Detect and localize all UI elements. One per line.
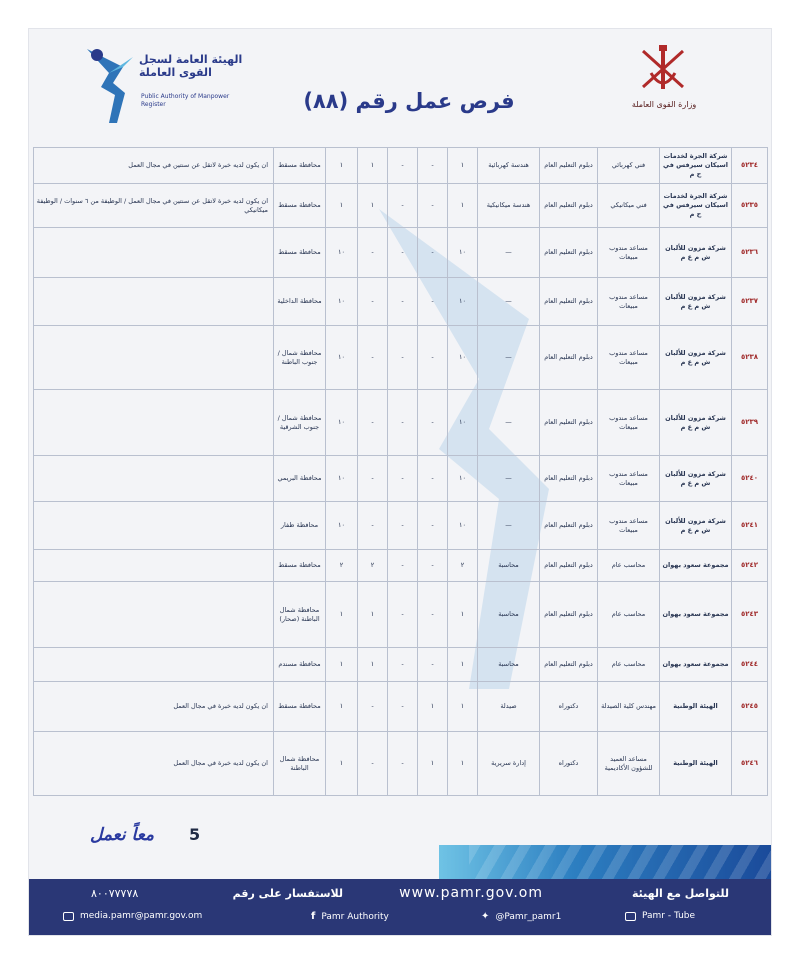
company-cell: مجموعة سعود بهوان (660, 582, 732, 648)
count-cell: ١٠ (448, 390, 478, 456)
youtube-contact[interactable] (625, 911, 695, 921)
notes-cell (34, 456, 274, 502)
specialty-cell: — (478, 228, 540, 278)
count-cell: - (388, 184, 418, 228)
count-cell: - (388, 582, 418, 648)
job-listing-page (28, 28, 772, 936)
total-cell: ١ (326, 682, 358, 732)
job-code-cell: ٥٢٤٢ (732, 550, 768, 582)
total-cell: ١ (326, 648, 358, 682)
decorative-stripe-pattern (469, 845, 772, 879)
qualification-cell: دبلوم التعليم العام (540, 648, 598, 682)
count-cell: - (388, 228, 418, 278)
location-cell: محافظة شمال الباطنة (274, 732, 326, 796)
location-cell: محافظة مسندم (274, 648, 326, 682)
company-cell: شركة مزون للألبان ش م ع م (660, 502, 732, 550)
facebook-contact[interactable] (311, 911, 389, 922)
qualification-cell: دبلوم التعليم العام (540, 278, 598, 326)
location-cell: محافظة مسقط (274, 682, 326, 732)
location-cell: محافظة شمال / جنوب الباطنة (274, 326, 326, 390)
count-cell: - (418, 550, 448, 582)
table-row (34, 682, 768, 732)
location-cell: محافظة شمال الباطنة (صحار) (274, 582, 326, 648)
job-code-cell: ٥٢٣٧ (732, 278, 768, 326)
header (29, 29, 772, 147)
location-cell: محافظة ظفار (274, 502, 326, 550)
specialty-cell: محاسبة (478, 550, 540, 582)
phone-number[interactable]: ٨٠٠٧٧٧٧٨ (91, 887, 139, 900)
job-code-cell: ٥٢٤٦ (732, 732, 768, 796)
specialty-cell: — (478, 502, 540, 550)
page-number: 5 (189, 825, 201, 844)
company-cell: الهيئة الوطنية (660, 732, 732, 796)
notes-cell (34, 648, 274, 682)
youtube-text: Pamr - Tube (642, 911, 696, 921)
count-cell: ١ (448, 184, 478, 228)
specialty-cell: — (478, 278, 540, 326)
count-cell: ١٠ (448, 326, 478, 390)
qualification-cell: دكتوراه (540, 732, 598, 796)
specialty-cell: إدارة سريرية (478, 732, 540, 796)
job-title-cell: مهندس كلية الصيدلة (598, 682, 660, 732)
company-cell: شركة مزون للألبان ش م ع م (660, 456, 732, 502)
count-cell: ١ (448, 582, 478, 648)
inquiry-label: للاستفسار على رقم (232, 887, 343, 900)
specialty-cell: صيدلة (478, 682, 540, 732)
qualification-cell: دبلوم التعليم العام (540, 582, 598, 648)
total-cell: ١٠ (326, 390, 358, 456)
count-cell: ١٠ (448, 278, 478, 326)
job-code-cell: ٥٢٤٣ (732, 582, 768, 648)
qualification-cell: دبلوم التعليم العام (540, 326, 598, 390)
location-cell: محافظة الداخلية (274, 278, 326, 326)
count-cell: - (358, 390, 388, 456)
count-cell: - (418, 582, 448, 648)
count-cell: - (418, 148, 448, 184)
job-title-cell: فني ميكانيكي (598, 184, 660, 228)
count-cell: - (388, 278, 418, 326)
job-code-cell: ٥٢٤١ (732, 502, 768, 550)
job-code-cell: ٥٢٤٤ (732, 648, 768, 682)
twitter-contact[interactable] (481, 911, 561, 922)
notes-cell (34, 228, 274, 278)
table-row (34, 148, 768, 184)
count-cell: ١ (448, 148, 478, 184)
location-cell: محافظة مسقط (274, 148, 326, 184)
count-cell: - (388, 456, 418, 502)
ministry-name: وزارة القوى العاملة (631, 100, 697, 109)
table-row (34, 278, 768, 326)
table-row (34, 390, 768, 456)
notes-cell: ان يكون لديه خبرة لاتقل عن سنتين في مجال العمل (34, 148, 274, 184)
count-cell: ١ (448, 682, 478, 732)
count-cell: ١ (358, 184, 388, 228)
location-cell: محافظة البريمي (274, 456, 326, 502)
specialty-cell: محاسبة (478, 582, 540, 648)
count-cell: - (418, 184, 448, 228)
count-cell: - (388, 550, 418, 582)
job-code-cell: ٥٢٣٩ (732, 390, 768, 456)
count-cell: - (388, 326, 418, 390)
total-cell: ١ (326, 148, 358, 184)
count-cell: ٢ (358, 550, 388, 582)
count-cell: - (388, 648, 418, 682)
job-title-cell: محاسب عام (598, 648, 660, 682)
specialty-cell: محاسبة (478, 648, 540, 682)
notes-cell (34, 582, 274, 648)
job-title-cell: مساعد مندوب مبيعات (598, 326, 660, 390)
count-cell: ١٠ (448, 502, 478, 550)
job-code-cell: ٥٢٣٨ (732, 326, 768, 390)
total-cell: ١٠ (326, 278, 358, 326)
count-cell: ١ (358, 148, 388, 184)
table-row (34, 326, 768, 390)
qualification-cell: دبلوم التعليم العام (540, 148, 598, 184)
twitter-text: @Pamr_pamr1 (495, 911, 562, 922)
count-cell: ١ (418, 732, 448, 796)
notes-cell (34, 550, 274, 582)
facebook-text: Pamr Authority (321, 911, 389, 922)
slogan-text: معاً نعمل (89, 825, 155, 845)
notes-cell: ان يكون لديه خبرة لاتقل عن سنتين في مجال العمل / الوظيفة من ٦ سنوات / الوظيفة ميكانيكي (34, 184, 274, 228)
email-icon (63, 912, 74, 921)
company-cell: شركة مزون للألبان ش م ع م (660, 326, 732, 390)
company-cell: شركة الجرة لخدمات اسيكان سيرفس في ح م (660, 148, 732, 184)
table-row (34, 456, 768, 502)
qualification-cell: دكتوراه (540, 682, 598, 732)
count-cell: - (358, 456, 388, 502)
company-cell: شركة مزون للألبان ش م ع م (660, 228, 732, 278)
job-title-cell: مساعد مندوب مبيعات (598, 456, 660, 502)
specialty-cell: — (478, 326, 540, 390)
count-cell: ١٠ (448, 228, 478, 278)
table-row (34, 502, 768, 550)
specialty-cell: — (478, 390, 540, 456)
count-cell: ١ (448, 648, 478, 682)
notes-cell (34, 326, 274, 390)
company-cell: شركة مزون للألبان ش م ع م (660, 278, 732, 326)
count-cell: - (418, 390, 448, 456)
notes-cell (34, 278, 274, 326)
authority-name-en: Public Authority of Manpower Register (141, 93, 230, 108)
location-cell: محافظة مسقط (274, 184, 326, 228)
total-cell: ١ (326, 582, 358, 648)
contact-label: للتواصل مع الهيئة (631, 887, 729, 900)
company-cell: شركة مزون للألبان ش م ع م (660, 390, 732, 456)
count-cell: - (388, 732, 418, 796)
website-link[interactable]: www.pamr.gov.om (399, 885, 543, 901)
authority-name-ar: الهيئة العامة لسجل القوى العاملة (139, 53, 243, 79)
notes-cell (34, 502, 274, 550)
count-cell: ٢ (448, 550, 478, 582)
qualification-cell: دبلوم التعليم العام (540, 390, 598, 456)
qualification-cell: دبلوم التعليم العام (540, 228, 598, 278)
count-cell: - (358, 732, 388, 796)
specialty-cell: هندسة كهربائية (478, 148, 540, 184)
count-cell: - (358, 502, 388, 550)
table-row (34, 228, 768, 278)
count-cell: - (388, 502, 418, 550)
count-cell: - (358, 326, 388, 390)
count-cell: - (388, 390, 418, 456)
job-title-cell: محاسب عام (598, 582, 660, 648)
notes-cell: ان يكون لديه خبرة في مجال العمل (34, 732, 274, 796)
total-cell: ١ (326, 184, 358, 228)
job-title-cell: مساعد العميد للشؤون الأكاديمية (598, 732, 660, 796)
total-cell: ٢ (326, 550, 358, 582)
job-code-cell: ٥٢٤٠ (732, 456, 768, 502)
footer-bar (29, 879, 772, 936)
table-row (34, 184, 768, 228)
specialty-cell: — (478, 456, 540, 502)
job-code-cell: ٥٢٣٤ (732, 148, 768, 184)
qualification-cell: دبلوم التعليم العام (540, 456, 598, 502)
count-cell: - (358, 278, 388, 326)
total-cell: ١ (326, 732, 358, 796)
table-row (34, 648, 768, 682)
table-row (34, 550, 768, 582)
facebook-icon: f (311, 911, 316, 922)
count-cell: ١ (358, 582, 388, 648)
job-title-cell: مساعد مندوب مبيعات (598, 502, 660, 550)
job-code-cell: ٥٢٣٦ (732, 228, 768, 278)
ministry-logo (609, 43, 719, 137)
email-text: media.pamr@pamr.gov.om (80, 911, 203, 921)
total-cell: ١٠ (326, 326, 358, 390)
company-cell: مجموعة سعود بهوان (660, 550, 732, 582)
count-cell: - (418, 456, 448, 502)
job-title-cell: مساعد مندوب مبيعات (598, 228, 660, 278)
count-cell: - (388, 682, 418, 732)
count-cell: - (358, 682, 388, 732)
notes-cell: ان يكون لديه خبرة في مجال العمل (34, 682, 274, 732)
authority-logo (79, 43, 249, 129)
runner-figure-icon (79, 43, 139, 129)
jobs-table (33, 147, 767, 809)
total-cell: ١٠ (326, 228, 358, 278)
job-title-cell: مساعد مندوب مبيعات (598, 278, 660, 326)
count-cell: - (418, 278, 448, 326)
count-cell: - (358, 228, 388, 278)
location-cell: محافظة شمال / جنوب الشرقية (274, 390, 326, 456)
count-cell: - (418, 326, 448, 390)
count-cell: - (388, 148, 418, 184)
email-contact[interactable] (63, 911, 202, 921)
table-row (34, 582, 768, 648)
location-cell: محافظة مسقط (274, 228, 326, 278)
specialty-cell: هندسة ميكانيكية (478, 184, 540, 228)
total-cell: ١٠ (326, 502, 358, 550)
company-cell: الهيئة الوطنية (660, 682, 732, 732)
count-cell: - (418, 648, 448, 682)
count-cell: - (418, 228, 448, 278)
qualification-cell: دبلوم التعليم العام (540, 550, 598, 582)
notes-cell (34, 390, 274, 456)
company-cell: مجموعة سعود بهوان (660, 648, 732, 682)
location-cell: محافظة مسقط (274, 550, 326, 582)
count-cell: ١٠ (448, 456, 478, 502)
twitter-icon: ✦ (481, 911, 490, 922)
company-cell: شركة الجرة لخدمات اسيكان سيرفس في ح م (660, 184, 732, 228)
count-cell: ١ (358, 648, 388, 682)
qualification-cell: دبلوم التعليم العام (540, 502, 598, 550)
job-title-cell: محاسب عام (598, 550, 660, 582)
count-cell: ١ (418, 682, 448, 732)
job-code-cell: ٥٢٣٥ (732, 184, 768, 228)
page-title: فرص عمل رقم (٨٨) (303, 89, 515, 113)
youtube-icon (625, 912, 636, 921)
count-cell: ١ (448, 732, 478, 796)
qualification-cell: دبلوم التعليم العام (540, 184, 598, 228)
slogan-logo (79, 819, 165, 857)
total-cell: ١٠ (326, 456, 358, 502)
job-code-cell: ٥٢٤٥ (732, 682, 768, 732)
job-title-cell: مساعد مندوب مبيعات (598, 390, 660, 456)
oman-emblem-icon (637, 43, 689, 95)
table-row (34, 732, 768, 796)
job-title-cell: فني كهربائي (598, 148, 660, 184)
count-cell: - (418, 502, 448, 550)
